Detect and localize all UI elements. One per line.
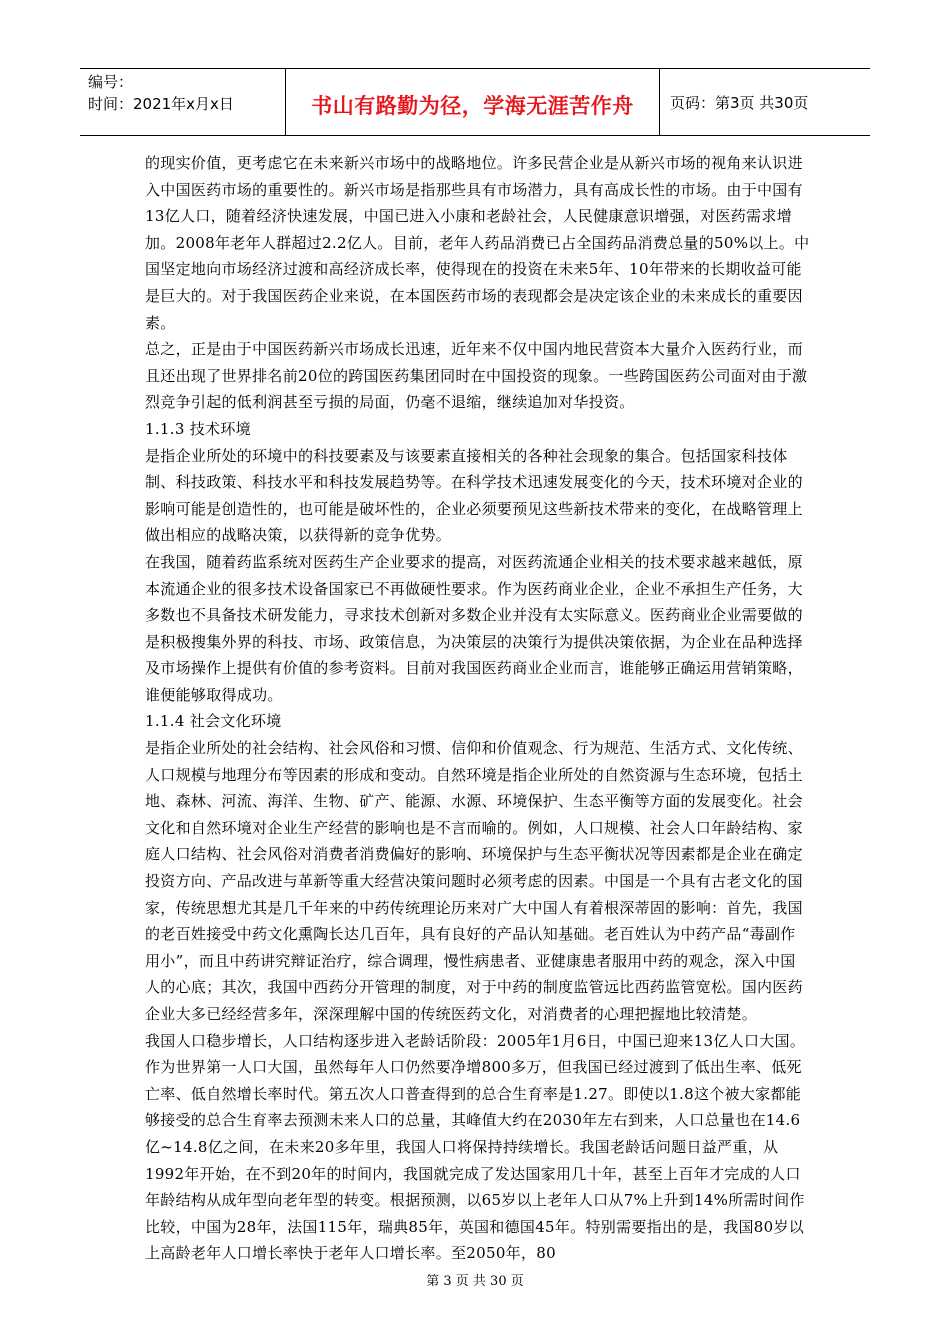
- paragraph: 我国人口稳步增长，人口结构逐步进入老龄话阶段：2005年1月6日，中国已迎来13亿人口大国。作为世界第一人口大国，虽然每年人口仍然要净增800多万，但我国已经过渡到了低出生率、低死亡率、低自然增长率时代。第五次人口普查得到的总合生育率是1.27。即使以1.8这个被大家都能够接受的总合生育率去预测未来人口的总量，其峰值大约在2030年左右到来，人口总量也在14.6亿~14.8亿之间，在未来20多年里，我国人口将保持持续增长。我国老龄话问题日益严重，从1992年开始，在不到20年的时间内，我国就完成了发达国家用几十年，甚至上百年才完成的人口年龄结构从成年型向老年型的转变。根据预测，以65岁以上老年人口从7%上升到14%所需时间作比较，中国为28年，法国115年，瑞典85年，英国和德国45年。特别需要指出的是，我国80岁以上高龄老年人口增长率快于老年人口增长率。至2050年，80: [145, 1031, 806, 1263]
- paragraph: 总之，正是由于中国医药新兴市场成长迅速，近年来不仅中国内地民营资本大量介入医药行业，而且还出现了世界排名前20位的跨国医药集团同时在中国投资的现象。一些跨国医药公司面对由于激烈竞争引起的低利润甚至亏损的局面，仍毫不退缩，继续追加对华投资。: [145, 340, 808, 412]
- page-footer: 第 3 页 共 30 页: [426, 1274, 524, 1289]
- paragraph: 是指企业所处的社会结构、社会风俗和习惯、信仰和价值观念、行为规范、生活方式、文化传统、人口规模与地理分布等因素的形成和变动。自然环境是指企业所处的自然资源与生态环境，包括土地、森林、河流、海洋、生物、矿产、能源、水源、环境保护、生态平衡等方面的发展变化。社会文化和自然环境对企业生产经营的影响也是不言而喻的。例如，人口规模、社会人口年龄结构、家庭人口结构、社会风俗对消费者消费偏好的影响、环境保护与生态平衡状况等因素都是企业在确定投资方向、产品改进与革新等重大经营决策问题时必须考虑的因素。中国是一个具有古老文化的国家，传统思想尤其是几千年来的中药传统理论历来对广大中国人有着根深蒂固的影响：首先，我国的老百姓接受中药文化熏陶长达几百年，具有良好的产品认知基础。老百姓认为中药产品“毒副作用小”，而且中药讲究辩证治疗，综合调理，慢性病患者、亚健康患者服用中药的观念，深入中国人的心底；其次，我国中西药分开管理的制度，对于中药的制度监管远比西药监管宽松。国内医药企业大多已经经营多年，深深理解中国的传统医药文化，对消费者的心理把握地比较清楚。: [145, 739, 803, 1023]
- document-date: 时间：2021年x月x日: [88, 95, 234, 113]
- paragraph: 在我国，随着药监系统对医药生产企业要求的提高，对医药流通企业相关的技术要求越来越低，原本流通企业的很多技术设备国家已不再做硬性要求。作为医药商业企业，企业不承担生产任务，大多数也不具备技术研发能力，寻求技术创新对多数企业并没有太实际意义。医药商业企业需要做的是积极搜集外界的科技、市场、政策信息，为决策层的决策行为提供决策依据，为企业在品种选择及市场操作上提供有价值的参考资料。目前对我国医药商业企业而言，谁能够正确运用营销策略，谁便能够取得成功。: [145, 552, 803, 704]
- header-page-info: 页码：第3页 共30页: [670, 93, 809, 112]
- header-page-cell: [660, 69, 870, 135]
- paragraph: 的现实价值，更考虑它在未来新兴市场中的战略地位。许多民营企业是从新兴市场的视角来认识进入中国医药市场的重要性的。新兴市场是指那些具有市场潜力，具有高成长性的市场。由于中国有13亿人口，随着经济快速发展，中国已进入小康和老龄社会，人民健康意识增强，对医药需求增加。2008年老年人群超过2.2亿人。目前，老年人药品消费已占全国药品消费总量的50%以上。中国坚定地向市场经济过渡和高经济成长率，使得现在的投资在未来5年、10年带来的长期收益可能是巨大的。对于我国医药企业来说，在本国医药市场的表现都会是决定该企业的未来成长的重要因素。: [145, 154, 810, 332]
- header-motto-cell: [285, 69, 660, 135]
- section-heading: 1.1.3 技术环境: [145, 419, 251, 438]
- header-meta-cell: [80, 69, 285, 135]
- header-motto: 书山有路勤为径，学海无涯苦作舟: [311, 94, 634, 118]
- document-number-label: 编号：: [88, 73, 134, 91]
- page-header: [80, 68, 870, 136]
- document-body: [145, 150, 810, 1267]
- section-heading: 1.1.4 社会文化环境: [145, 712, 282, 731]
- paragraph: 是指企业所处的环境中的科技要素及与该要素直接相关的各种社会现象的集合。包括国家科技体制、科技政策、科技水平和科技发展趋势等。在科学技术迅速发展变化的今天，技术环境对企业的影响可能是创造性的，也可能是破坏性的，企业必须要预见这些新技术带来的变化，在战略管理上做出相应的战略决策，以获得新的竞争优势。: [145, 446, 803, 545]
